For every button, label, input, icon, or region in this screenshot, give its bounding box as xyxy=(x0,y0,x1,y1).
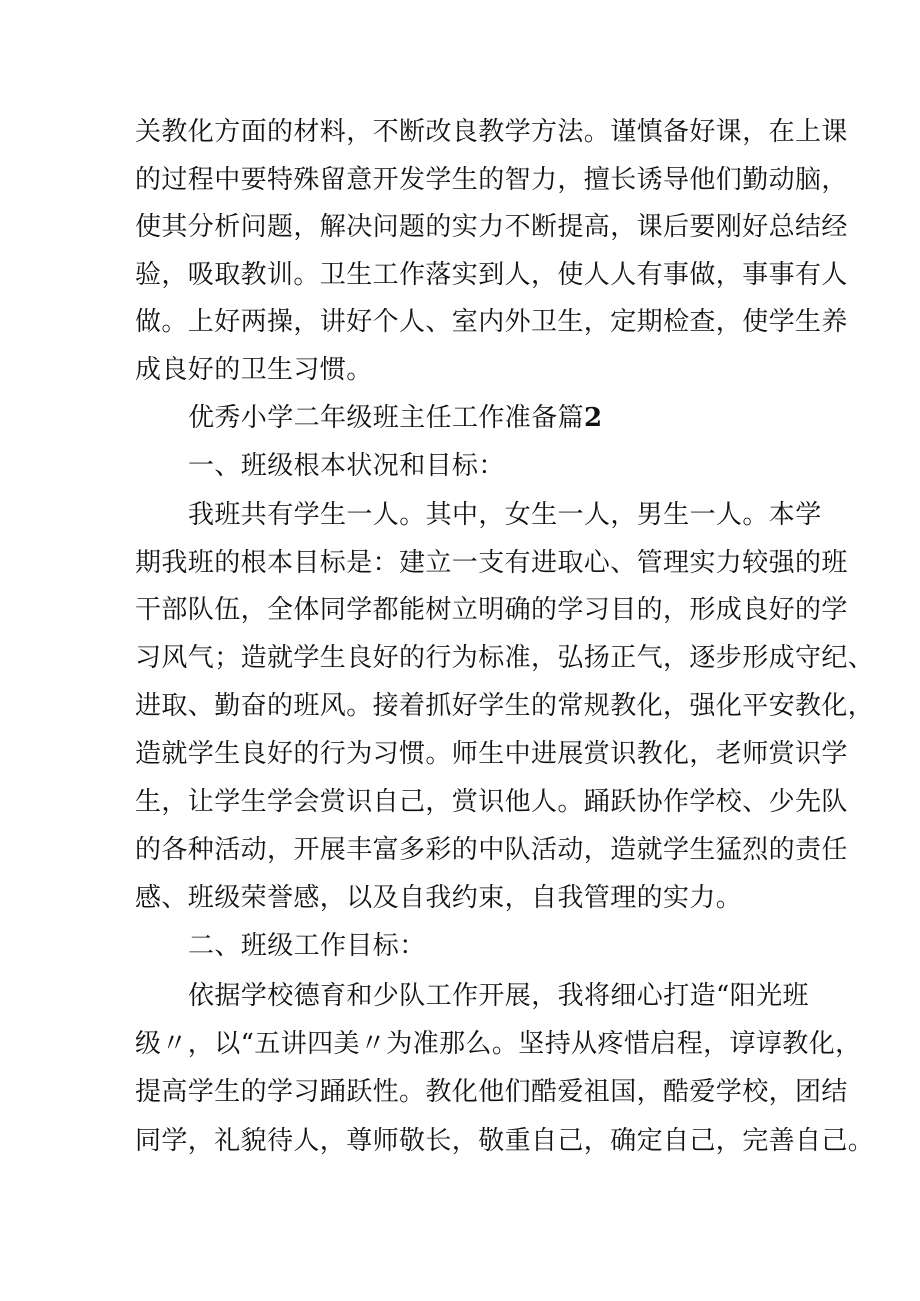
paragraph-line: 使其分析问题，解决问题的实力不断提高，课后要刚好总结经 xyxy=(135,212,848,242)
paragraph-line: 成良好的卫生习惯。 xyxy=(135,355,373,385)
paragraph-line: 习风气；造就学生良好的行为标准，弘扬正气，逐步形成守纪、 xyxy=(135,643,875,673)
subheading: 一、班级根本状况和目标： xyxy=(188,451,505,481)
paragraph-line: 我班共有学生一人。其中，女生一人，男生一人。本学 xyxy=(188,500,822,530)
section-title xyxy=(188,398,603,438)
paragraph-line: 期我班的根本目标是：建立一支有进取心、管理实力较强的班 xyxy=(135,548,848,578)
paragraph-line: 的过程中要特殊留意开发学生的智力，擅长诱导他们勤动脑， xyxy=(135,165,848,195)
paragraph-line: 关教化方面的材料，不断改良教学方法。谨慎备好课，在上课 xyxy=(135,117,848,147)
paragraph-line: 造就学生良好的行为习惯。师生中进展赏识教化，老师赏识学 xyxy=(135,739,848,769)
paragraph-line: 生，让学生学会赏识自己，赏识他人。踊跃协作学校、少先队 xyxy=(135,787,848,817)
paragraph-line: 的各种活动，开展丰富多彩的中队活动，造就学生猛烈的责任 xyxy=(135,835,848,865)
paragraph-line: 提高学生的学习踊跃性。教化他们酷爱祖国，酷爱学校，团结 xyxy=(135,1077,848,1107)
paragraph-line: 级〃，以“五讲四美〃为准那么。坚持从疼惜启程，谆谆教化， xyxy=(135,1029,862,1059)
paragraph-line: 感、班级荣誉感，以及自我约束，自我管理的实力。 xyxy=(135,883,743,913)
paragraph-line: 依据学校德育和少队工作开展，我将细心打造“阳光班 xyxy=(188,981,809,1011)
paragraph-line: 做。上好两操，讲好个人、室内外卫生，定期检查，使学生养 xyxy=(135,307,848,337)
section-title-number: 2 xyxy=(584,403,603,433)
subheading: 二、班级工作目标： xyxy=(188,931,426,961)
section-title-text: 优秀小学二年级班主任工作准备篇 xyxy=(188,403,585,433)
paragraph-line: 进取、勤奋的班风。接着抓好学生的常规教化，强化平安教化， xyxy=(135,691,875,721)
paragraph-line: 同学，礼貌待人，尊师敬长，敬重自己，确定自己，完善自己。 xyxy=(135,1126,875,1156)
paragraph-line: 验，吸取教训。卫生工作落实到人，使人人有事做，事事有人 xyxy=(135,260,848,290)
paragraph-line: 干部队伍，全体同学都能树立明确的学习目的，形成良好的学 xyxy=(135,595,848,625)
